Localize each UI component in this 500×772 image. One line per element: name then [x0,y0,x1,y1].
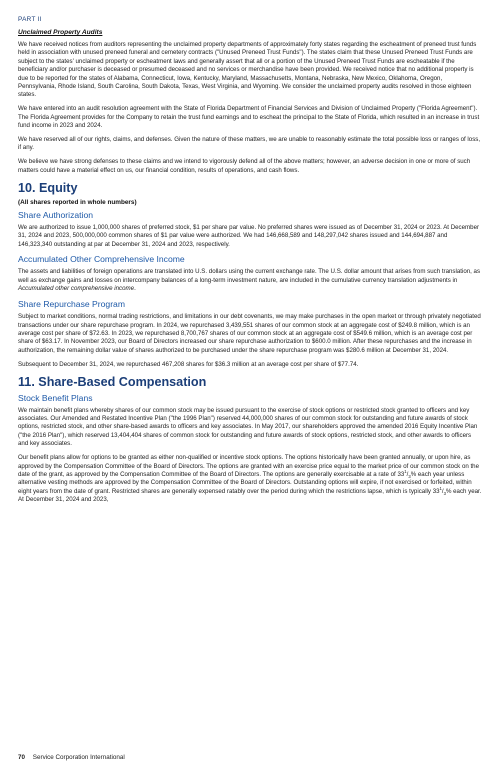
share-repurchase-heading: Share Repurchase Program [18,299,125,310]
fraction-denominator: 3 [408,474,411,480]
fraction-denominator-2: 3 [443,490,446,496]
unclaimed-paragraph-4: We believe we have strong defenses to these claims and we intend to vigorously defend all of the above matters; however, an adverse decision in one or more of such matters could have a material effect on us, our financial condition, results of operations, and cash flows. [18,158,471,174]
share-repurchase-paragraph-1: Subject to market conditions, normal trading restrictions, and limitations in our debt covenants, we may make purchases in the open market or through privately negotiated transactions under our share repurchase program. In 2024, we repurchased 3,439,551 shares of our common stock at an aggregate cost of $249.8 million, which is an average cost per share of $72.63. In 2023, we repurchased 8,700,767 shares of our common stock at an aggregate cost of $549.6 million, which is an average cost per share of $63.17. In November 2023, our Board of Directors increased our share repurchase authorization to $600.0 million. After these repurchases and the increase in authorization, the remaining dollar value of shares authorized to be purchased under the share repurchase program was $280.6 million at December 31, 2024. [18,313,481,354]
share-repurchase-paragraph-2: Subsequent to December 31, 2024, we repurchased 467,208 shares for $36.3 million at an average cost per share of $77.74. [18,360,359,368]
aoci-paragraph [18,268,482,293]
aoci-italic-term: Accumulated other comprehensive income [18,285,135,293]
stock-benefit-text-c: % each year. At December 31, 2024 and 2023, [18,487,482,504]
company-name: Service Corporation International [32,754,125,761]
stock-benefit-text-b: % each year unless alternative vesting methods are approved by the Compensation Committee of the Board of Directors. Outstanding options will expire, if not exercised or forfeited, within eight years from the date of grant. Restricted shares are generally expensed ratably over the period during which the restrictions lapse, which is typically 33 [18,470,472,495]
unclaimed-property-heading: Unclaimed Property Audits [18,29,103,36]
fraction-numerator-2: 1 [439,485,442,491]
share-based-section-heading: 11. Share-Based Compensation [18,374,207,389]
stock-benefit-paragraph-2: Our benefit plans allow for options to be granted as either non-qualified or incentive stock options. The options historically have been granted annually, or upon hire, as approved by the Compensation Committee of the Board of Directors. The options are granted with an exercise price equal to the market price of our common stock on the date of the grant, as approved by the Compensation Committee of the Board of Directors. The options are generally exercisable at a rate of $33^1/_3\%$ each year unless alternative vesting methods are approved by the Compensation Committee of the Board of Directors. Outstanding options will expire, if not exercised or forfeited, within eight years from the date of grant. Restricted shares are generally expensed ratably over the period during which the restrictions lapse, which is typically $33^1/_3\%$ each year. At December 31, 2024 and 2023, [18,454,482,504]
unclaimed-paragraph-1: We have received notices from auditors representing the unclaimed property departments of approximately forty states regarding the escheatment of preneed trust funds held in association with unused preneed funeral and cemetery contracts ("Unused Preneed Trust Funds"). The states claim that these Unused Preneed Trust Funds are subject to the states' unclaimed property or escheatment laws and generally assert that all or a portion of the Unused Preneed Trust Funds are escheatable if the beneficiary and/or purchaser is deceased or presumed deceased and no services or merchandise have been provided. We received notice that no additional property is due to be reported for the states of Alabama, Connecticut, Iowa, Kentucky, Maryland, Massachusetts, Montana, Nebraska, New Mexico, Oklahoma, Oregon, Pennsylvania, Rhode Island, South Carolina, South Dakota, Texas, West Virginia, and Wyoming. We consider the unclaimed property audits resolved in those eighteen states. [18,41,477,99]
fraction-numerator: 1 [404,468,407,474]
share-authorization-paragraph: We are authorized to issue 1,000,000 shares of preferred stock, $1 per share par value. No preferred shares were issued as of December 31, 2024 or 2023. At December 31, 2024 and 2023, 500,000,000 common shares of $1 par value were authorized. We had 146,668,589 and 148,297,042 shares issued and 144,694,887 and 146,323,340 outstanding at par at December 31, 2024 and 2023, respectively. [18,223,480,248]
unclaimed-paragraph-3: We have reserved all of our rights, claims, and defenses. Given the nature of these matters, we are unable to reasonably estimate the total possible loss or ranges of loss, if any. [18,136,481,152]
stock-benefit-text-a: Our benefit plans allow for options to be granted as either non-qualified or incentive stock options. The options historically have been granted annually, or upon hire, as approved by the Compensation Committee of the Board of Directors. The options are granted with an exercise price equal to the market price of our common stock on the date of the grant, as approved by the Compensation Committee of the Board of Directors. The options are generally exercisable at a rate of 33 [18,454,480,478]
page-footer [18,754,125,761]
page-number: 70 [18,754,26,761]
shares-note: (All shares reported in whole numbers) [18,198,137,206]
stock-benefit-plans-heading: Stock Benefit Plans [18,392,93,403]
stock-benefit-paragraph-1: We maintain benefit plans whereby shares of our common stock may be issued pursuant to the exercise of stock options or restricted stock granted to officers and key associates. Our Amended and Restated Incentive Plan ("the 1996 Plan") reserved 44,000,000 shares of our common stock for outstanding and future awards of stock options, restricted stock, and other share-based awards to officers and key associates. In May 2017, our shareholders approved the amended 2016 Equity Incentive Plan ("the 2016 Plan"), which reserved 13,404,404 shares of common stock for outstanding and future awards of stock options, restricted stock, and other awards to officers and key associates. [18,406,478,448]
equity-section-heading: 10. Equity [18,180,78,195]
aoci-heading: Accumulated Other Comprehensive Income [18,254,185,265]
aoci-text: The assets and liabilities of foreign operations are translated into U.S. dollars using the current exchange rate. The U.S. dollar amount that arises from such translation, as well as exchange gains and losses on intercompany balances of a long-term investment nature, are included in the cumulative currency translation adjustments in [18,268,481,284]
part-label: PART II [18,16,42,23]
unclaimed-paragraph-2: We have entered into an audit resolution agreement with the State of Florida Department of Financial Services and Division of Unclaimed Property ("Florida Agreement"). The Florida Agreement provides for the Company to retain the trust fund earnings and to escheat the principal to the State of Florida, which resulted in an increase in trust fund income in 2023 and 2024. [18,105,480,130]
share-authorization-heading: Share Authorization [18,209,94,220]
aoci-text-end: . [134,285,136,293]
